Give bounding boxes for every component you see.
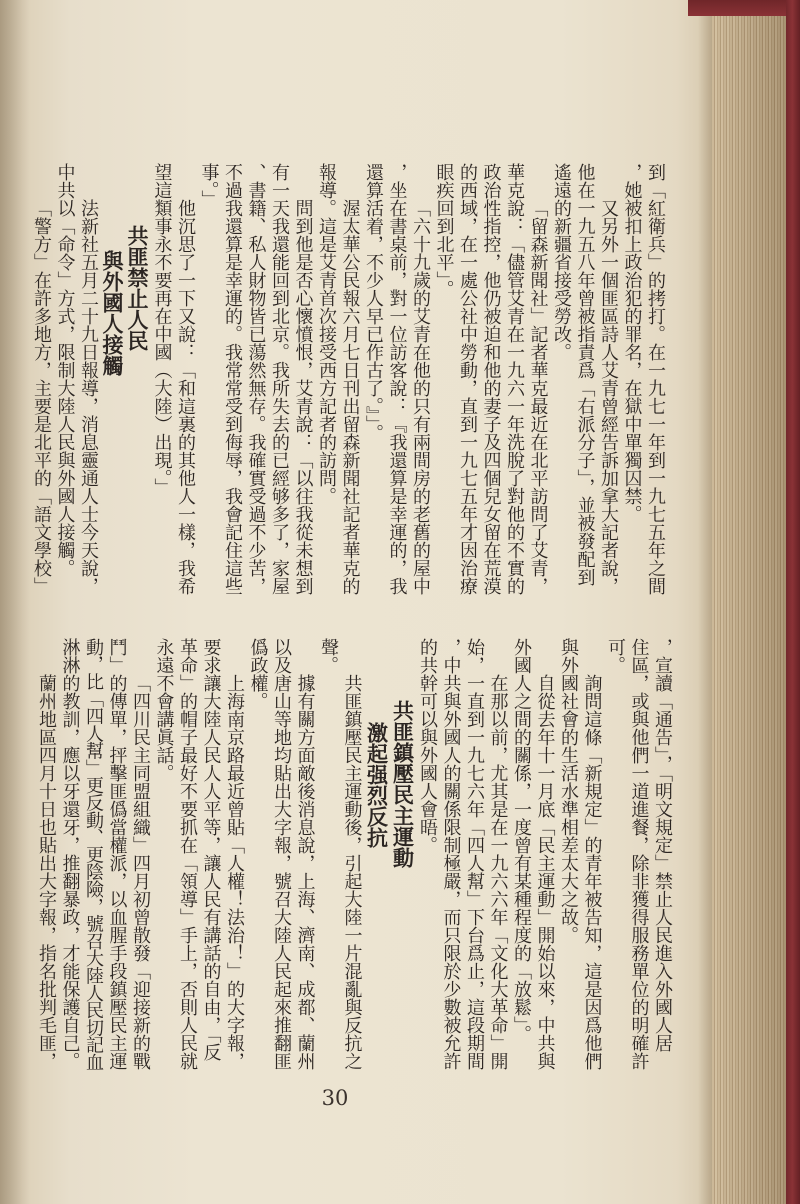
text-column: 他沉思了一下又說：「和這裏的其他人一樣，我希 (175, 199, 196, 595)
text-column: ，宣讀「通告」，「明文規定」禁止人民進入外國人居 (652, 638, 673, 1052)
text-column: 淋淋的教訓，應以牙還牙，推翻暴政，才能保護自己。 (59, 638, 81, 1070)
text-column: 要求讓大陸人民人人平等，讓人民有講話的自由，「反 (200, 638, 222, 1061)
text-column: 他在一九五八年曾被指責爲「右派分子」，並被發配到 (574, 163, 596, 586)
page-number: 30 (321, 1086, 349, 1110)
book-cover-edge-right (786, 0, 800, 1204)
text-column: 眼疾回到北平」。 (433, 163, 455, 298)
text-column: 「四川民主同盟組織」四月初曾散發「迎接新的戰 (130, 674, 151, 1070)
text-column: 又另外一個匪區詩人艾青曾經告訴加拿大記者說， (598, 199, 619, 595)
text-column: 永遠不會講眞話。 (153, 638, 175, 782)
gutter-shadow (0, 0, 30, 1204)
text-column: 的共幹可以與外國人會晤。 (417, 638, 438, 854)
text-column: 始，一直到一九七六年「四人幫」下台爲止，這段期間 (464, 638, 485, 1070)
text-column: 可。 (605, 638, 626, 674)
upper-text-block (27, 163, 667, 603)
text-column: 與外國社會的生活水準相差太大之故。 (558, 638, 579, 944)
text-column: 外國人之間的關係，一度曾有某種程度的「放鬆」。 (511, 638, 532, 1043)
text-column: ，中共與外國人的關係限制極嚴，而只限於少數被允許 (440, 638, 462, 1070)
text-column: 共匪鎮壓民主運動後，引起大陸一片混亂與反抗之 (341, 674, 363, 1070)
text-column: 有一天我還能回到北京。我所失去的已經够多了，家屋 (269, 163, 290, 595)
text-column: 蘭州地區四月十日也貼出大字報，指名批判毛匪， (36, 674, 57, 1070)
text-column: 還算活着，不少人早已作古了。』」。 (363, 163, 384, 442)
text-column: 鬥」的傳單，抨擊匪僞當權派，以血腥手段鎮壓民主運 (106, 638, 128, 1070)
page-edges-stack (712, 16, 786, 1204)
text-column: 聲。 (318, 638, 339, 674)
text-column: ，她被扣上政治犯的罪名，在獄中單獨囚禁。 (621, 163, 643, 523)
text-column: 「警方」在許多地方，主要是北平的「語文學校」 (31, 199, 52, 595)
text-column: 詢問這條「新規定」的青年被告知，這是因爲他們 (581, 674, 603, 1070)
section-heading-line: 與外國人接觸 (100, 250, 125, 376)
lower-text-block (29, 638, 674, 1078)
text-column: 自從去年十一月底「民主運動」開始以來，中共與 (534, 674, 556, 1070)
text-column: 據有關方面敵後消息說，上海、濟南、成都、蘭州 (294, 674, 316, 1070)
section-heading-line: 共匪鎮壓民主運動 (390, 700, 416, 868)
section-heading-line: 激起强烈反抗 (364, 722, 390, 848)
text-column: 不過我還算是幸運的。我常常受到侮辱，我會記住這些 (222, 163, 243, 595)
text-column: 革命」的帽子最好不要抓在「領導」手上，否則人民就 (177, 638, 198, 1070)
text-column: 、書籍、私人財物皆已蕩然無存。我確實受過不少苦， (245, 163, 267, 595)
text-column: 上海南京路最近曾貼「人權！法治！」的大字報， (224, 674, 245, 1070)
text-column: 中共以「命令」方式，限制大陸人民與外國人接觸。 (54, 163, 76, 577)
text-column: ，坐在書桌前，對一位訪客說：『我還算是幸運的，我 (386, 163, 408, 595)
text-column: 僞政權。 (247, 638, 269, 710)
text-column: 報導。這是艾青首次接受西方記者的訪問。 (316, 163, 337, 505)
text-column: 的西域，在一處公社中勞動，直到一九七五年才因治療 (457, 163, 478, 595)
text-column: 遙遠的新疆省接受勞改。 (551, 163, 572, 361)
text-column: 法新社五月二十九日報導，消息靈通人士今天說， (78, 199, 99, 595)
text-column: 華克說：「儘管艾青在一九六一年洗脫了對他的不實的 (504, 163, 525, 595)
text-column: 動，比「四人幫」更反動、更陰險，號召大陸人民切記血 (83, 638, 104, 1071)
text-column: 在那以前，尤其是在一九六六年「文化大革命」開 (487, 674, 509, 1070)
text-column: 望這類事永不要再在中國（大陸）出現。」 (151, 163, 173, 496)
text-column: 「六十九歲的艾青在他的只有兩間房的老舊的屋中 (410, 199, 431, 595)
book-cover-edge-top (688, 0, 800, 16)
text-column: 事。」 (198, 163, 220, 208)
text-column: 問到他是否心懷憤恨，艾青說：「以往我從未想到 (292, 199, 314, 595)
text-column: 「留森新聞社」記者華克最近在北平訪問了艾青， (527, 199, 549, 595)
section-heading-line: 共匪禁止人民 (125, 225, 150, 351)
text-column: 到「紅衛兵」的拷打。在一九七一年到一九七五年之間 (645, 163, 666, 595)
text-column: 住區，或與他們一道進餐，除非獲得服務單位的明確許 (628, 638, 650, 1070)
text-column: 以及唐山等地均貼出大字報，號召大陸人民起來推翻匪 (271, 638, 292, 1070)
text-column: 渥太華公民報六月七日刊出留森新聞社記者華克的 (339, 199, 361, 595)
text-column: 政治性指控，他仍被迫和他的妻子及四個兒女留在荒漠 (480, 163, 502, 595)
